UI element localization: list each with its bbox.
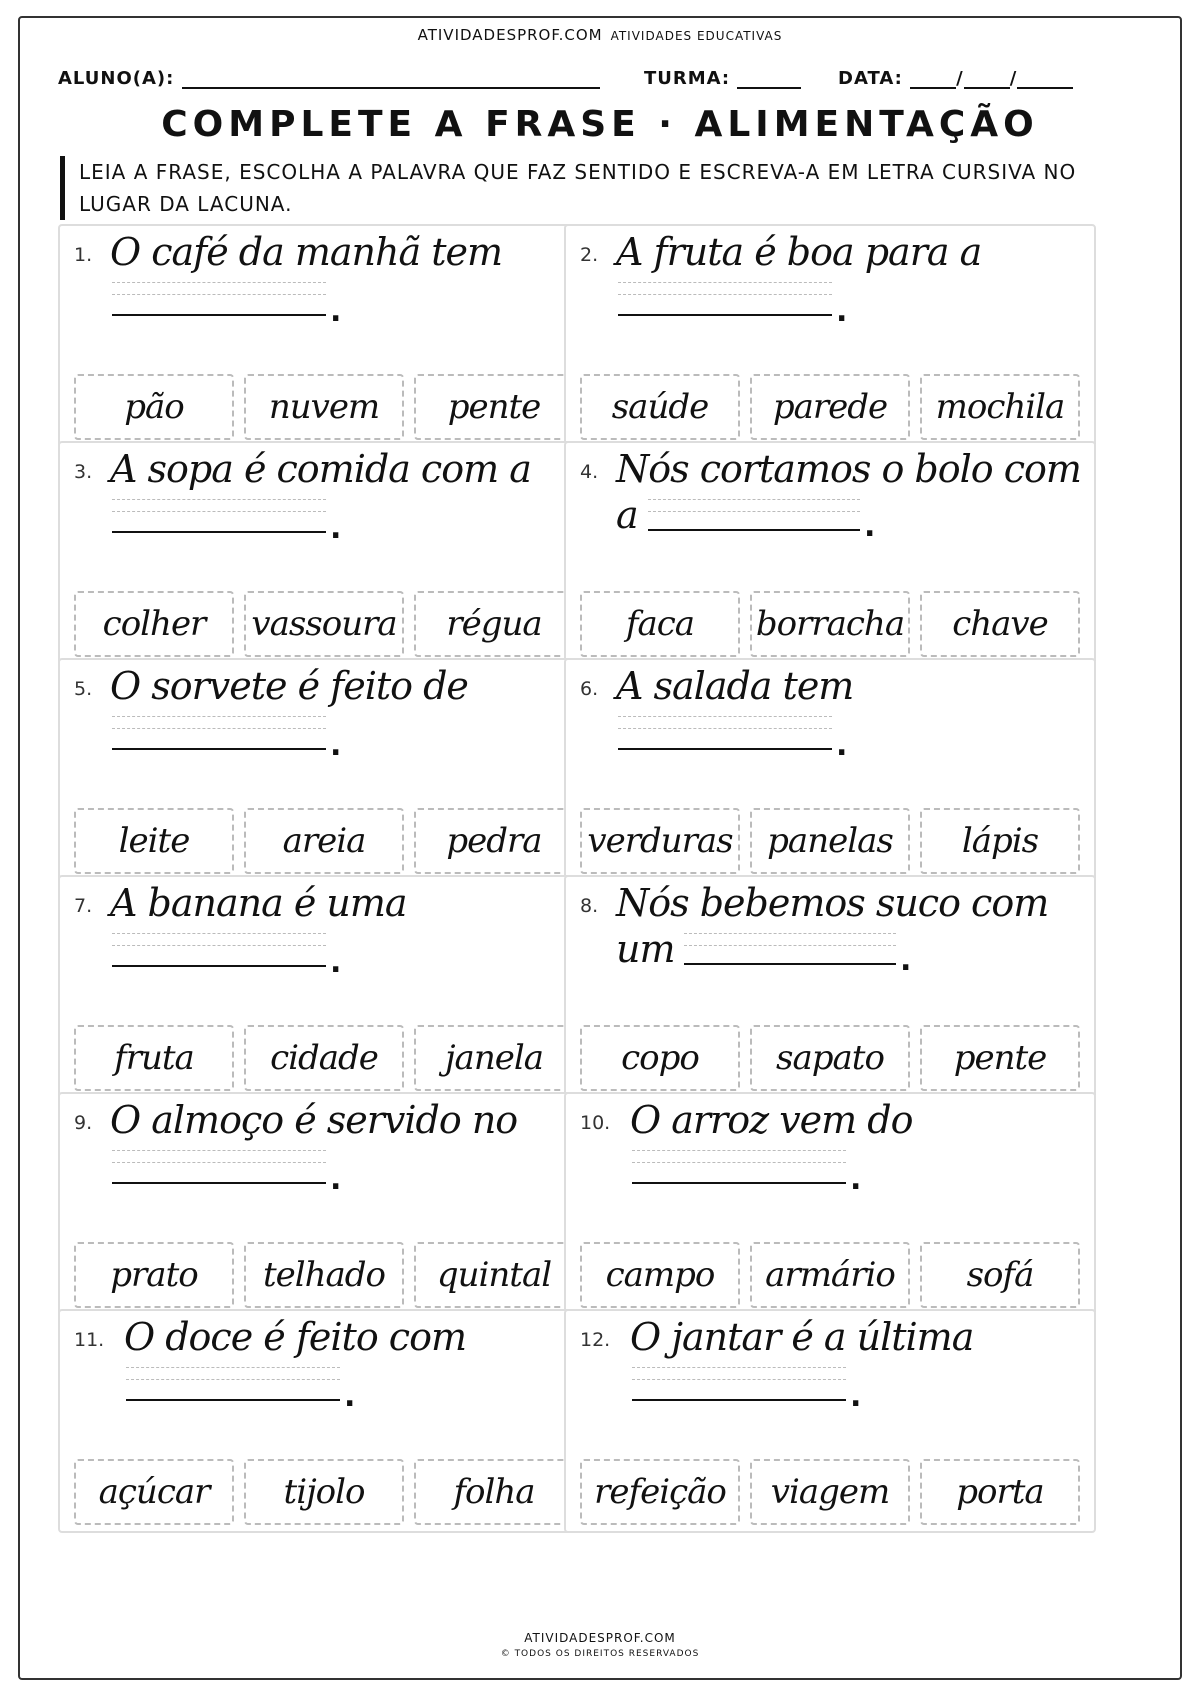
answer-blank[interactable] <box>112 748 326 750</box>
exercise-sentence: O doce é feito com <box>124 1315 466 1359</box>
student-fields <box>58 62 1142 96</box>
exercise-card <box>58 1092 590 1316</box>
word-options <box>580 591 1080 657</box>
writing-guide-line <box>112 1162 326 1163</box>
answer-blank[interactable] <box>618 748 832 750</box>
exercise-number: 12. <box>580 1329 611 1351</box>
writing-guide-line <box>112 282 326 283</box>
sentence-period: . <box>864 509 876 544</box>
exercise-card <box>58 1309 590 1533</box>
word-option[interactable]: fruta <box>74 1025 234 1091</box>
exercise-card <box>58 875 590 1099</box>
word-option[interactable]: borracha <box>750 591 910 657</box>
word-option[interactable]: cidade <box>244 1025 404 1091</box>
word-option[interactable]: chave <box>920 591 1080 657</box>
exercise-number: 7. <box>74 895 93 917</box>
exercise-number: 5. <box>74 678 93 700</box>
exercise-number: 9. <box>74 1112 93 1134</box>
answer-blank[interactable] <box>618 314 832 316</box>
word-options <box>74 591 574 657</box>
writing-guide-line <box>112 728 326 729</box>
sentence-period: . <box>900 943 912 978</box>
site-subtitle: ATIVIDADES EDUCATIVAS <box>610 29 783 43</box>
exercise-card <box>564 441 1096 665</box>
word-option[interactable]: pente <box>414 374 574 440</box>
word-option[interactable]: porta <box>920 1459 1080 1525</box>
word-option[interactable]: janela <box>414 1025 574 1091</box>
answer-blank[interactable] <box>648 529 860 531</box>
data-label: DATA: <box>838 68 903 89</box>
writing-guide-line <box>684 945 896 946</box>
word-options <box>74 1459 574 1525</box>
writing-guide-line <box>632 1150 846 1151</box>
turma-label: TURMA: <box>644 68 731 89</box>
exercise-sentence: O arroz vem do <box>630 1098 913 1142</box>
exercise-sentence: Nós bebemos suco com <box>616 881 1049 925</box>
exercise-card <box>58 224 590 448</box>
exercise-number: 2. <box>580 244 599 266</box>
writing-guide-line <box>618 294 832 295</box>
exercise-sentence: Nós cortamos o bolo com <box>616 447 1081 491</box>
word-option[interactable]: régua <box>414 591 574 657</box>
data-month-line[interactable] <box>964 69 1010 89</box>
word-option[interactable]: faca <box>580 591 740 657</box>
exercise-card <box>564 1309 1096 1533</box>
sentence-period: . <box>330 945 342 980</box>
page-title: COMPLETE A FRASE · ALIMENTAÇÃO <box>161 104 1039 145</box>
site-header <box>20 26 1180 44</box>
sentence-period: . <box>330 1162 342 1197</box>
writing-guide-line <box>632 1367 846 1368</box>
word-option[interactable]: açúcar <box>74 1459 234 1525</box>
word-option[interactable]: colher <box>74 591 234 657</box>
word-option[interactable]: nuvem <box>244 374 404 440</box>
answer-blank[interactable] <box>632 1399 846 1401</box>
exercise-number: 6. <box>580 678 599 700</box>
data-day-line[interactable] <box>910 69 956 89</box>
sentence-period: . <box>330 294 342 329</box>
answer-blank[interactable] <box>112 1182 326 1184</box>
data-year-line[interactable] <box>1017 69 1073 89</box>
word-option[interactable]: quintal <box>414 1242 574 1308</box>
exercise-sentence-tail: a <box>616 493 638 537</box>
writing-guide-line <box>112 945 326 946</box>
turma-field[interactable] <box>644 68 801 89</box>
word-options <box>74 374 574 440</box>
word-options <box>74 808 574 874</box>
answer-blank[interactable] <box>126 1399 340 1401</box>
word-options <box>580 1025 1080 1091</box>
answer-blank[interactable] <box>112 314 326 316</box>
answer-blank[interactable] <box>112 531 326 533</box>
exercise-number: 8. <box>580 895 599 917</box>
writing-guide-line <box>112 499 326 500</box>
exercise-card <box>58 658 590 882</box>
aluno-field[interactable] <box>58 68 600 89</box>
writing-guide-line <box>112 294 326 295</box>
word-option[interactable]: armário <box>750 1242 910 1308</box>
site-name: ATIVIDADESPROF.COM <box>417 26 603 44</box>
word-option[interactable]: pente <box>920 1025 1080 1091</box>
data-separator: / <box>956 68 964 89</box>
word-option[interactable]: prato <box>74 1242 234 1308</box>
writing-guide-line <box>112 1150 326 1151</box>
word-options <box>74 1025 574 1091</box>
sentence-period: . <box>836 294 848 329</box>
exercise-number: 3. <box>74 461 93 483</box>
word-option[interactable]: sofá <box>920 1242 1080 1308</box>
data-separator: / <box>1009 68 1018 89</box>
answer-blank[interactable] <box>684 963 896 965</box>
word-option[interactable]: mochila <box>920 374 1080 440</box>
writing-guide-line <box>632 1379 846 1380</box>
instruction-text: LEIA A FRASE, ESCOLHA A PALAVRA QUE FAZ SENTIDO E ESCREVA-A EM LETRA CURSIVA NO LUGAR DA LACUNA. <box>60 156 1119 220</box>
exercise-sentence: O jantar é a última <box>630 1315 974 1359</box>
exercise-card <box>564 1092 1096 1316</box>
exercise-sentence: O sorvete é feito de <box>110 664 468 708</box>
word-option[interactable]: saúde <box>580 374 740 440</box>
word-option[interactable]: areia <box>244 808 404 874</box>
data-field[interactable] <box>838 68 1073 89</box>
word-option[interactable]: campo <box>580 1242 740 1308</box>
word-option[interactable]: tijolo <box>244 1459 404 1525</box>
word-options <box>580 1242 1080 1308</box>
exercise-card <box>564 875 1096 1099</box>
word-option[interactable]: vassoura <box>244 591 404 657</box>
word-options <box>580 808 1080 874</box>
exercise-card <box>564 658 1096 882</box>
writing-guide-line <box>112 511 326 512</box>
word-option[interactable]: verduras <box>580 808 740 874</box>
word-option[interactable]: pedra <box>414 808 574 874</box>
exercise-sentence: A salada tem <box>616 664 854 708</box>
writing-guide-line <box>126 1379 340 1380</box>
exercise-card <box>564 224 1096 448</box>
sentence-period: . <box>344 1379 356 1414</box>
word-option[interactable]: pão <box>74 374 234 440</box>
exercise-number: 4. <box>580 461 599 483</box>
aluno-line[interactable] <box>182 69 600 89</box>
sentence-period: . <box>836 728 848 763</box>
writing-guide-line <box>618 728 832 729</box>
sentence-period: . <box>330 511 342 546</box>
word-options <box>580 1459 1080 1525</box>
word-option[interactable]: telhado <box>244 1242 404 1308</box>
word-option[interactable]: folha <box>414 1459 574 1525</box>
exercise-number: 1. <box>74 244 93 266</box>
writing-guide-line <box>618 282 832 283</box>
page-footer <box>0 1630 1200 1662</box>
exercise-sentence: O almoço é servido no <box>110 1098 518 1142</box>
sentence-period: . <box>850 1379 862 1414</box>
word-option[interactable]: copo <box>580 1025 740 1091</box>
word-options <box>580 374 1080 440</box>
exercise-sentence: A sopa é comida com a <box>110 447 531 491</box>
footer-rights: © TODOS OS DIREITOS RESERVADOS <box>500 1649 700 1659</box>
word-option[interactable]: refeição <box>580 1459 740 1525</box>
writing-guide-line <box>112 933 326 934</box>
writing-guide-line <box>112 716 326 717</box>
answer-blank[interactable] <box>632 1182 846 1184</box>
writing-guide-line <box>648 499 860 500</box>
aluno-label: ALUNO(A): <box>58 68 175 89</box>
footer-site: ATIVIDADESPROF.COM <box>524 1631 676 1645</box>
sentence-period: . <box>850 1162 862 1197</box>
writing-guide-line <box>126 1367 340 1368</box>
exercise-sentence: A banana é uma <box>110 881 407 925</box>
word-option[interactable]: viagem <box>750 1459 910 1525</box>
writing-guide-line <box>618 716 832 717</box>
exercise-sentence: A fruta é boa para a <box>616 230 982 274</box>
sentence-period: . <box>330 728 342 763</box>
exercise-card <box>58 441 590 665</box>
word-option[interactable]: lápis <box>920 808 1080 874</box>
word-options <box>74 1242 574 1308</box>
writing-guide-line <box>648 511 860 512</box>
turma-line[interactable] <box>737 69 801 89</box>
word-option[interactable]: sapato <box>750 1025 910 1091</box>
writing-guide-line <box>684 933 896 934</box>
word-option[interactable]: leite <box>74 808 234 874</box>
exercise-sentence: O café da manhã tem <box>110 230 503 274</box>
exercise-number: 10. <box>580 1112 611 1134</box>
exercise-number: 11. <box>74 1329 105 1351</box>
exercise-sentence-tail: um <box>616 927 675 971</box>
writing-guide-line <box>632 1162 846 1163</box>
word-option[interactable]: panelas <box>750 808 910 874</box>
answer-blank[interactable] <box>112 965 326 967</box>
word-option[interactable]: parede <box>750 374 910 440</box>
